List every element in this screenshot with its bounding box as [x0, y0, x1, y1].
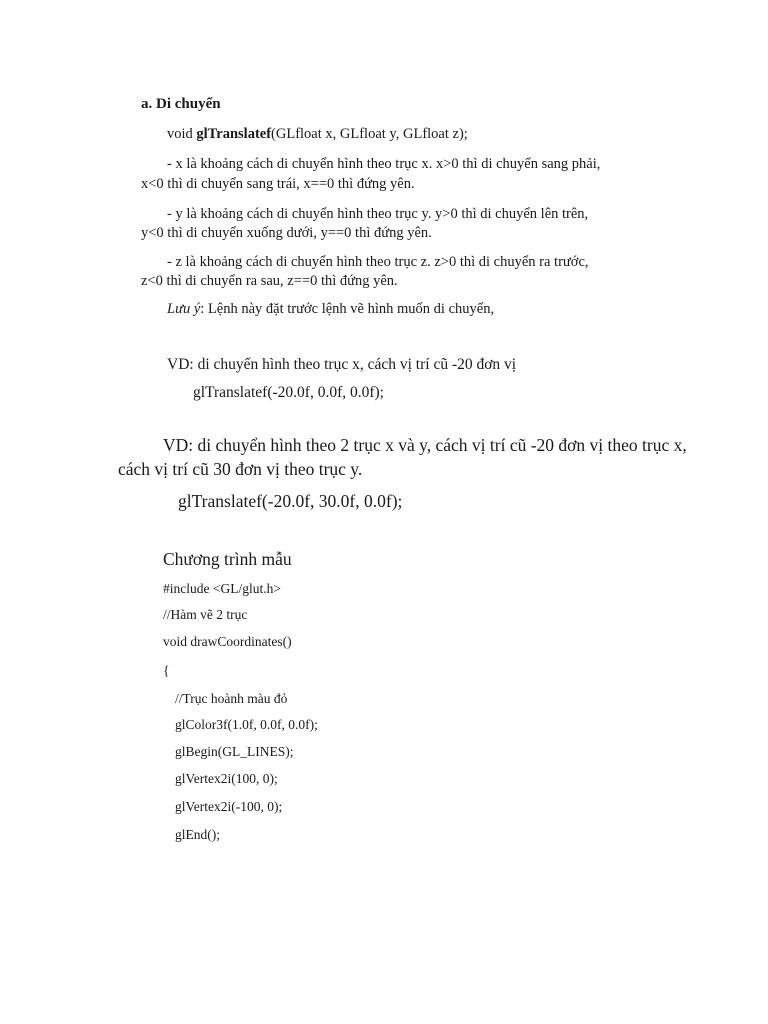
- x-param-line-2: x<0 thì di chuyển sang trái, x==0 thì đứng yên.: [141, 176, 415, 192]
- z-param-line-2: z<0 thì di chuyển ra sau, z==0 thì đứng yên.: [141, 273, 398, 289]
- code-line: //Trục hoành màu đỏ: [175, 691, 288, 706]
- code-line: #include <GL/glut.h>: [163, 581, 281, 596]
- signature-prefix: void: [167, 126, 197, 142]
- note-line: [167, 300, 494, 318]
- x-param-line-1: - x là khoảng cách di chuyển hình theo trục x. x>0 thì di chuyển sang phải,: [167, 156, 601, 172]
- example-2-line-2: cách vị trí cũ 30 đơn vị theo trục y.: [118, 459, 363, 479]
- example-2-line-1: VD: di chuyển hình theo 2 trục x và y, cách vị trí cũ -20 đơn vị theo trục x,: [163, 435, 687, 455]
- function-signature: [167, 125, 468, 143]
- code-line: glEnd();: [175, 827, 220, 842]
- note-text: : Lệnh này đặt trước lệnh vẽ hình muốn di chuyển,: [200, 301, 495, 317]
- note-label: Lưu ý: [167, 301, 201, 317]
- code-line: {: [163, 663, 170, 678]
- signature-function-name: glTranslatef: [196, 126, 272, 142]
- code-line: glVertex2i(-100, 0);: [175, 799, 283, 814]
- code-line: glVertex2i(100, 0);: [175, 771, 278, 786]
- sample-title: Chương trình mẫu: [163, 549, 292, 569]
- signature-params: (GLfloat x, GLfloat y, GLfloat z);: [271, 126, 468, 142]
- code-line: //Hàm vẽ 2 trục: [163, 607, 248, 622]
- y-param-line-1: - y là khoảng cách di chuyển hình theo trục y. y>0 thì di chuyển lên trên,: [167, 206, 589, 222]
- example-1-code: glTranslatef(-20.0f, 0.0f, 0.0f);: [193, 384, 384, 401]
- example-2-code: glTranslatef(-20.0f, 30.0f, 0.0f);: [178, 491, 403, 511]
- y-param-line-2: y<0 thì di chuyển xuống dưới, y==0 thì đứng yên.: [141, 225, 432, 241]
- code-line: glColor3f(1.0f, 0.0f, 0.0f);: [175, 717, 318, 732]
- code-line: glBegin(GL_LINES);: [175, 744, 294, 759]
- code-line: void drawCoordinates(): [163, 634, 292, 649]
- section-heading: a. Di chuyển: [141, 96, 221, 112]
- example-1-text: VD: di chuyển hình theo trục x, cách vị trí cũ -20 đơn vị: [167, 356, 517, 373]
- z-param-line-1: - z là khoảng cách di chuyển hình theo trục z. z>0 thì di chuyển ra trước,: [167, 254, 589, 270]
